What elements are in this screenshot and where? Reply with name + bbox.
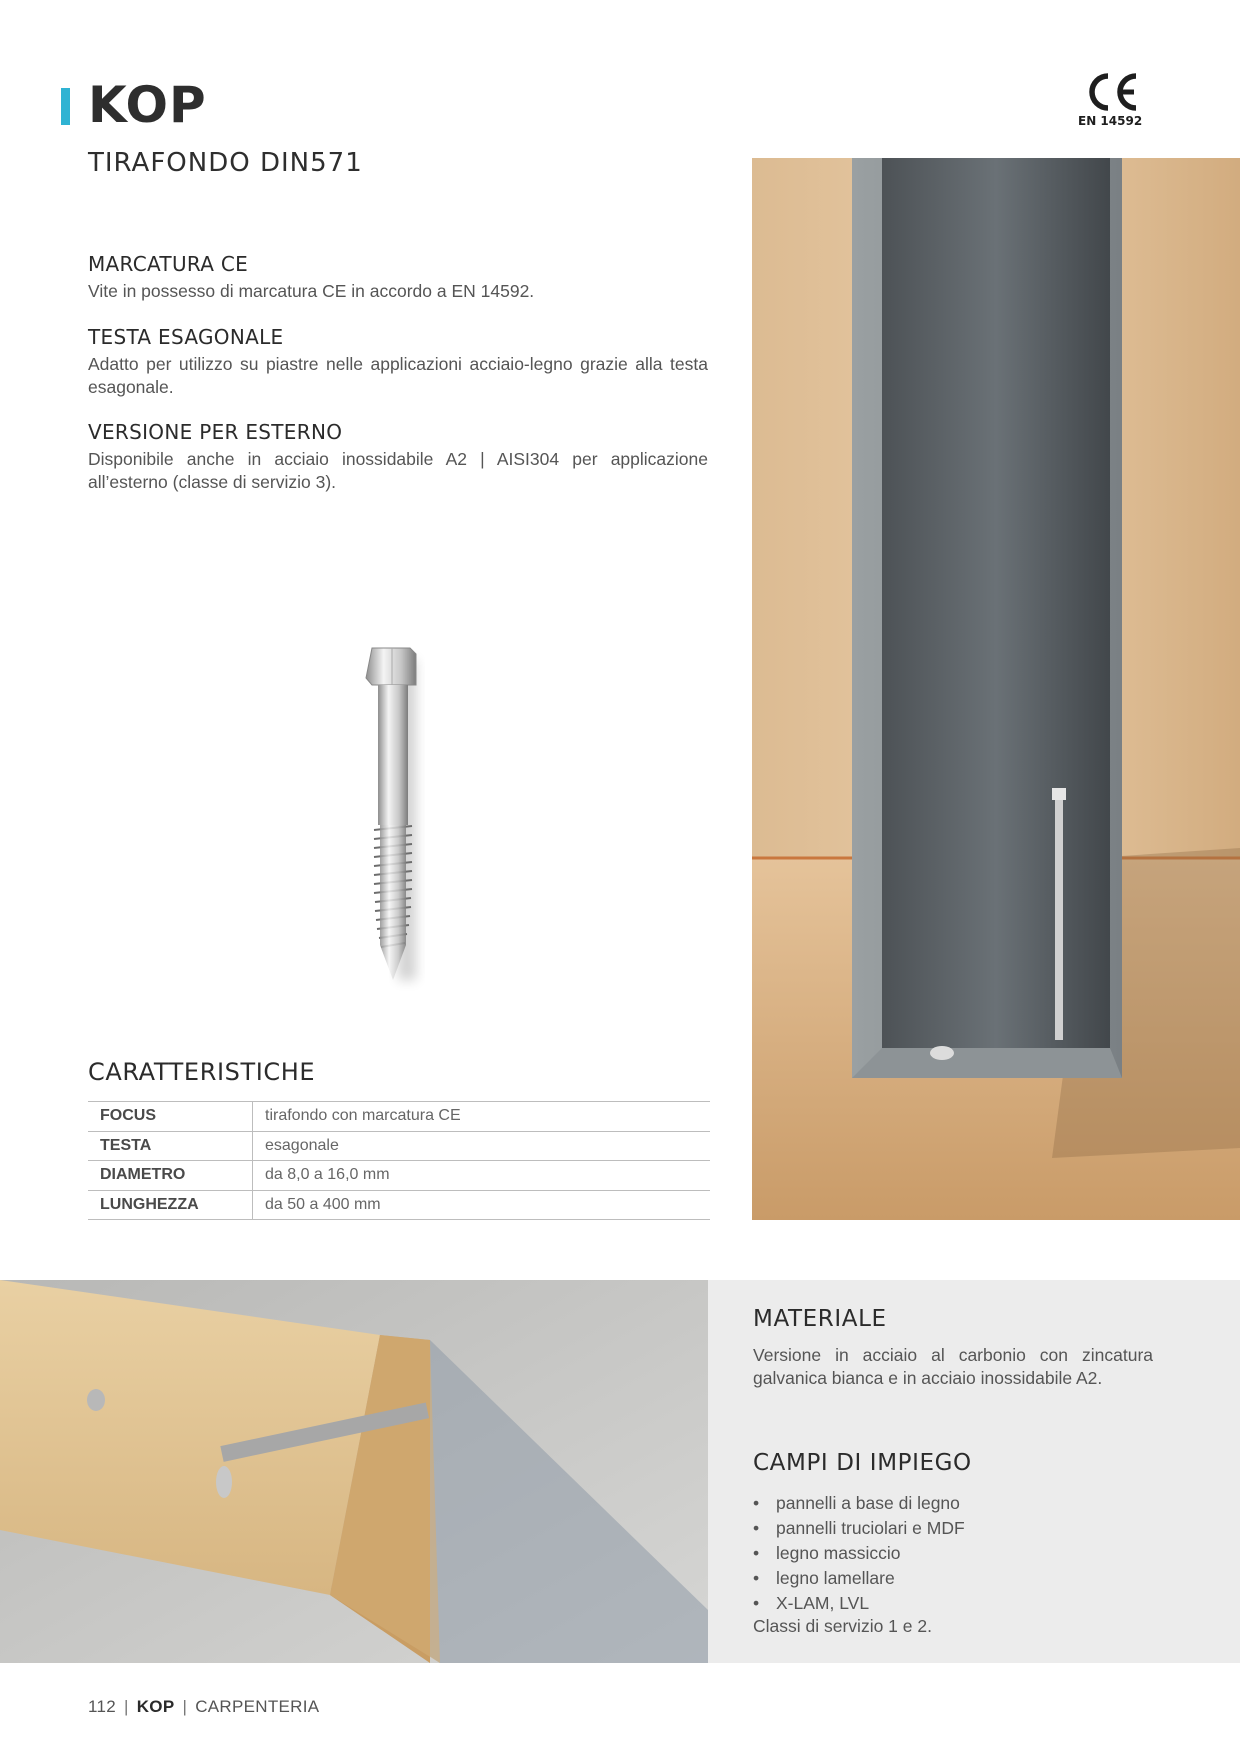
spec-label: LUNGHEZZA [88,1190,253,1220]
product-subtitle: TIRAFONDO DIN571 [88,148,363,178]
info-panel [708,1280,1240,1663]
table-row [88,1131,710,1161]
footer-brand: KOP [136,1697,175,1716]
list-item: • pannelli truciolari e MDF [753,1516,965,1541]
application-photo-timber-beam [0,1280,708,1663]
screw-product-image [340,640,460,1000]
ce-mark-icon [1084,72,1142,112]
service-classes-note: Classi di servizio 1 e 2. [753,1616,932,1636]
product-title: KOP [88,76,207,134]
list-item: • X-LAM, LVL [753,1591,965,1616]
usage-list [753,1491,965,1616]
ce-standard-label: EN 14592 [1078,114,1143,128]
material-title: MATERIALE [753,1306,887,1332]
material-text: Versione in acciaio al carbonio con zincatura galvanica bianca e in acciaio inossidabile A2. [753,1345,1153,1388]
feature-title: MARCATURA CE [88,252,249,276]
spec-value: da 8,0 a 16,0 mm [253,1161,711,1191]
list-item: • legno massiccio [753,1541,965,1566]
spec-value: esagonale [253,1131,711,1161]
feature-text: Vite in possesso di marcatura CE in accordo a EN 14592. [88,281,535,301]
footer-section: CARPENTERIA [195,1697,320,1716]
feature-hex-head [88,325,708,399]
page-footer: 112 | KOP | CARPENTERIA [88,1697,320,1716]
feature-ce-marking [88,252,708,303]
spec-label: FOCUS [88,1102,253,1132]
feature-title: VERSIONE PER ESTERNO [88,420,343,444]
feature-text: Adatto per utilizzo su piastre nelle applicazioni acciaio-legno grazie alla testa esagonale. [88,354,708,397]
spec-value: da 50 a 400 mm [253,1190,711,1220]
list-item: • pannelli a base di legno [753,1491,965,1516]
feature-outdoor-version [88,420,708,494]
spec-value: tirafondo con marcatura CE [253,1102,711,1132]
spec-label: DIAMETRO [88,1161,253,1191]
feature-title: TESTA ESAGONALE [88,325,284,349]
characteristics-title: CARATTERISTICHE [88,1058,316,1086]
table-row [88,1190,710,1220]
feature-text: Disponibile anche in acciaio inossidabile A2 | AISI304 per applicazione all’esterno (classe di servizio 3). [88,449,708,492]
spec-label: TESTA [88,1131,253,1161]
table-row [88,1102,710,1132]
page-number: 112 [88,1697,117,1716]
list-item: • legno lamellare [753,1566,965,1591]
title-accent-bar [61,88,70,125]
application-photo-steel-plate [752,158,1240,1220]
table-row [88,1161,710,1191]
characteristics-table [88,1101,710,1220]
usage-title: CAMPI DI IMPIEGO [753,1450,972,1476]
